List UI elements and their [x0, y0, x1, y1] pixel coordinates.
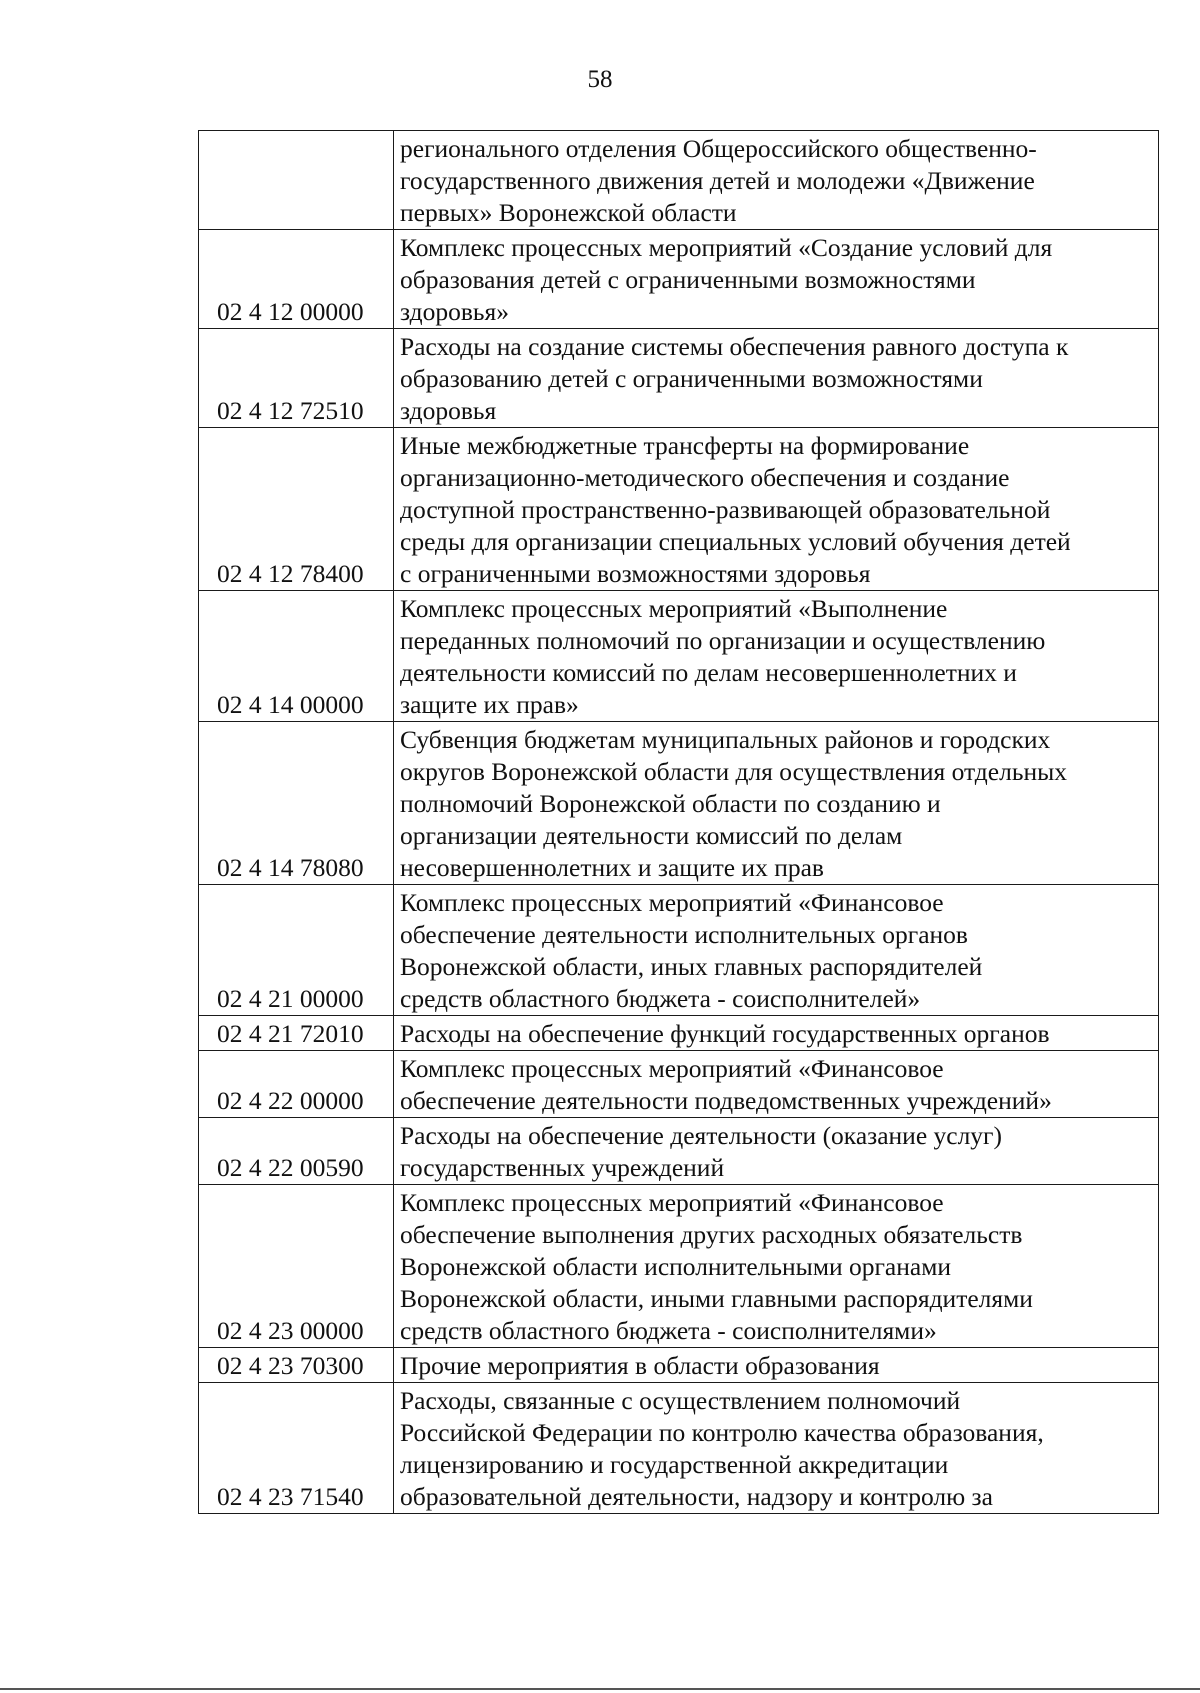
- budget-classification-table: [198, 130, 1159, 1514]
- code-cell: 02 4 22 00590: [199, 1118, 394, 1185]
- description-cell: Расходы на обеспечение функций государственных органов: [394, 1016, 1159, 1051]
- code-cell: [199, 131, 394, 230]
- code-cell: 02 4 12 72510: [199, 329, 394, 428]
- description-cell: Расходы на создание системы обеспечения равного доступа к образованию детей с ограниченными возможностями здоровья: [394, 329, 1159, 428]
- table-row: [199, 885, 1159, 1016]
- table-row: [199, 1383, 1159, 1514]
- description-cell: Иные межбюджетные трансферты на формирование организационно-методического обеспечения и создание доступной пространственно-развивающей образовательной среды для организации специальных условий обучения детей с ограниченными возможностями здоровья: [394, 428, 1159, 591]
- description-cell: Субвенция бюджетам муниципальных районов и городских округов Воронежской области для осуществления отдельных полномочий Воронежской области по созданию и организации деятельности комиссий по делам несовершеннолетних и защите их прав: [394, 722, 1159, 885]
- code-cell: 02 4 12 00000: [199, 230, 394, 329]
- table-row: [199, 1016, 1159, 1051]
- table-row: [199, 1185, 1159, 1348]
- code-cell: 02 4 14 00000: [199, 591, 394, 722]
- table-row: [199, 428, 1159, 591]
- code-cell: 02 4 21 72010: [199, 1016, 394, 1051]
- table-row: [199, 1051, 1159, 1118]
- code-cell: 02 4 23 00000: [199, 1185, 394, 1348]
- description-cell: Прочие мероприятия в области образования: [394, 1348, 1159, 1383]
- description-cell: Комплекс процессных мероприятий «Финансовое обеспечение деятельности исполнительных органов Воронежской области, иных главных распорядителей средств областного бюджета - соисполнителей»: [394, 885, 1159, 1016]
- code-cell: 02 4 23 70300: [199, 1348, 394, 1383]
- table-row: [199, 722, 1159, 885]
- table-row: [199, 230, 1159, 329]
- table-row: [199, 1348, 1159, 1383]
- code-cell: 02 4 21 00000: [199, 885, 394, 1016]
- table-row: [199, 1118, 1159, 1185]
- description-cell: Комплекс процессных мероприятий «Создание условий для образования детей с ограниченными возможностями здоровья»: [394, 230, 1159, 329]
- description-cell: Комплекс процессных мероприятий «Выполнение переданных полномочий по организации и осуществлению деятельности комиссий по делам несовершеннолетних и защите их прав»: [394, 591, 1159, 722]
- table-row: [199, 329, 1159, 428]
- code-cell: 02 4 12 78400: [199, 428, 394, 591]
- table-row: [199, 591, 1159, 722]
- description-cell: регионального отделения Общероссийского общественно- государственного движения детей и молодежи «Движение первых» Воронежской области: [394, 131, 1159, 230]
- description-cell: Комплекс процессных мероприятий «Финансовое обеспечение выполнения других расходных обязательств Воронежской области исполнительными органами Воронежской области, иными главными распорядителями средств областного бюджета - соисполнителями»: [394, 1185, 1159, 1348]
- code-cell: 02 4 23 71540: [199, 1383, 394, 1514]
- table-row: [199, 131, 1159, 230]
- description-cell: Расходы, связанные с осуществлением полномочий Российской Федерации по контролю качества образования, лицензированию и государственной аккредитации образовательной деятельности, надзору и контролю за: [394, 1383, 1159, 1514]
- description-cell: Комплекс процессных мероприятий «Финансовое обеспечение деятельности подведомственных учреждений»: [394, 1051, 1159, 1118]
- page-bottom-rule: [0, 1688, 1200, 1690]
- code-cell: 02 4 14 78080: [199, 722, 394, 885]
- code-cell: 02 4 22 00000: [199, 1051, 394, 1118]
- page-number: 58: [587, 66, 613, 93]
- description-cell: Расходы на обеспечение деятельности (оказание услуг) государственных учреждений: [394, 1118, 1159, 1185]
